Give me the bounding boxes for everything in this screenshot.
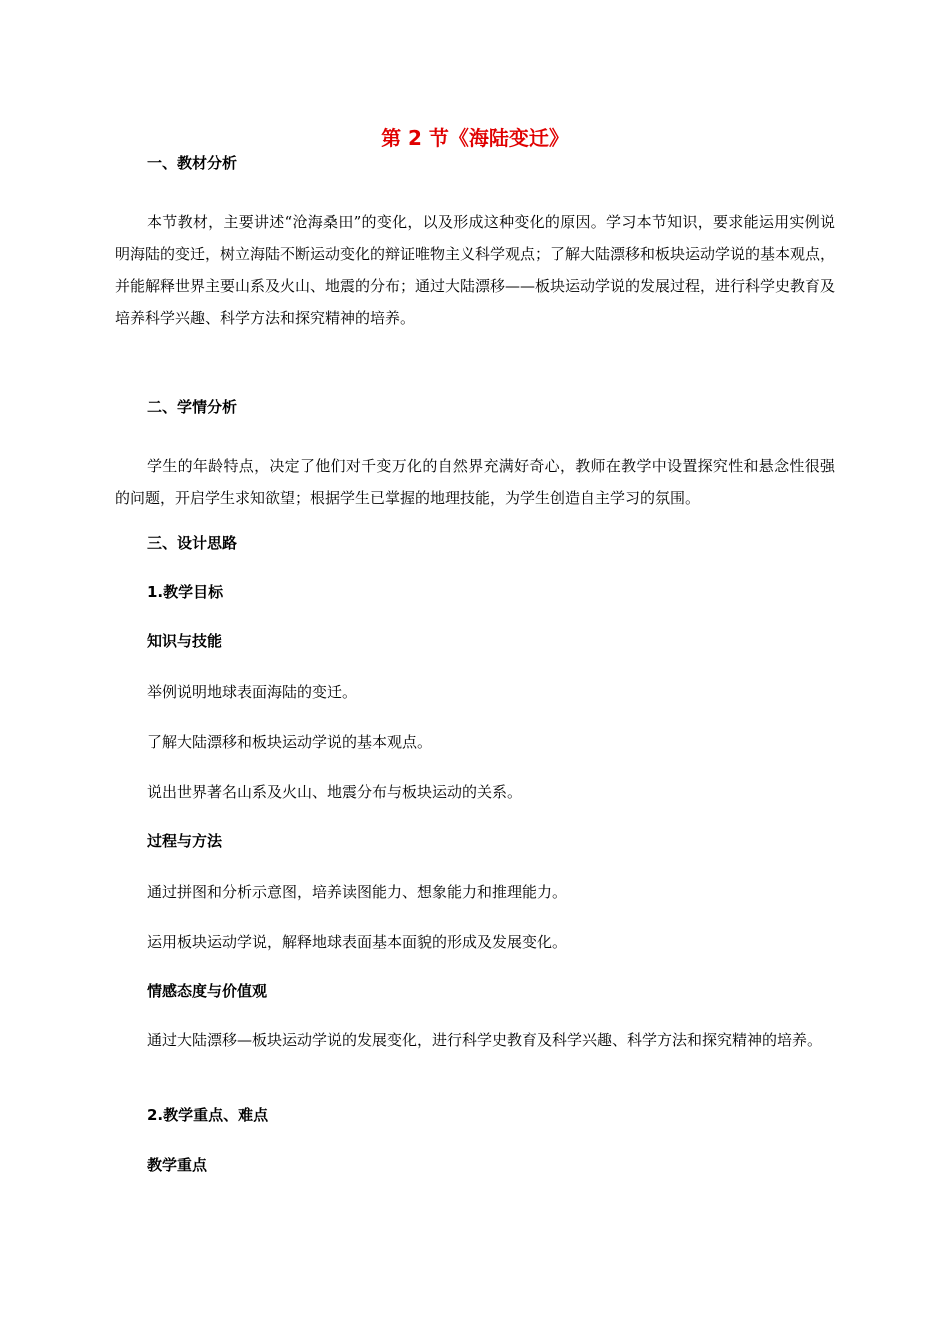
section-heading-learner-analysis: 二、学情分析: [147, 398, 238, 416]
subheading-knowledge-skills: 知识与技能: [147, 632, 223, 650]
subheading-process-methods: 过程与方法: [147, 832, 223, 850]
textbook-analysis-paragraph: 本节教材，主要讲述“沧海桑田”的变化，以及形成这种变化的原因。学习本节知识，要求能运用实例说明海陆的变迁，树立海陆不断运动变化的辩证唯物主义科学观点；了解大陆漂移和板块运动学说的基本观点，并能解释世界主要山系及火山、地震的分布；通过大陆漂移——板块运动学说的发展过程，进行科学史教育及培养科学兴趣、科学方法和探究精神的培养。: [115, 213, 836, 327]
knowledge-item: 说出世界著名山系及火山、地震分布与板块运动的关系。: [147, 783, 523, 801]
subheading-teaching-key-points: 教学重点: [147, 1156, 208, 1174]
section-heading-design-ideas: 三、设计思路: [147, 534, 238, 552]
emotion-values-paragraph: 通过大陆漂移—板块运动学说的发展变化，进行科学史教育及科学兴趣、科学方法和探究精神的培养。: [147, 1031, 823, 1049]
learner-analysis-paragraph: 学生的年龄特点，决定了他们对千变万化的自然界充满好奇心，教师在教学中设置探究性和悬念性很强的问题，开启学生求知欲望；根据学生已掌握的地理技能，为学生创造自主学习的氛围。: [115, 457, 835, 507]
knowledge-item: 了解大陆漂移和板块运动学说的基本观点。: [147, 733, 433, 751]
subheading-key-difficult-points: 2.教学重点、难点: [147, 1106, 269, 1124]
document-title: 第 2 节《海陆变迁》: [381, 126, 569, 150]
process-item: 运用板块运动学说，解释地球表面基本面貌的形成及发展变化。: [147, 933, 568, 951]
subheading-teaching-goals: 1.教学目标: [147, 583, 224, 601]
process-item: 通过拼图和分析示意图，培养读图能力、想象能力和推理能力。: [147, 883, 568, 901]
knowledge-item: 举例说明地球表面海陆的变迁。: [147, 683, 358, 701]
subheading-emotion-values: 情感态度与价值观: [147, 982, 268, 1000]
section-heading-textbook-analysis: 一、教材分析: [147, 154, 238, 172]
